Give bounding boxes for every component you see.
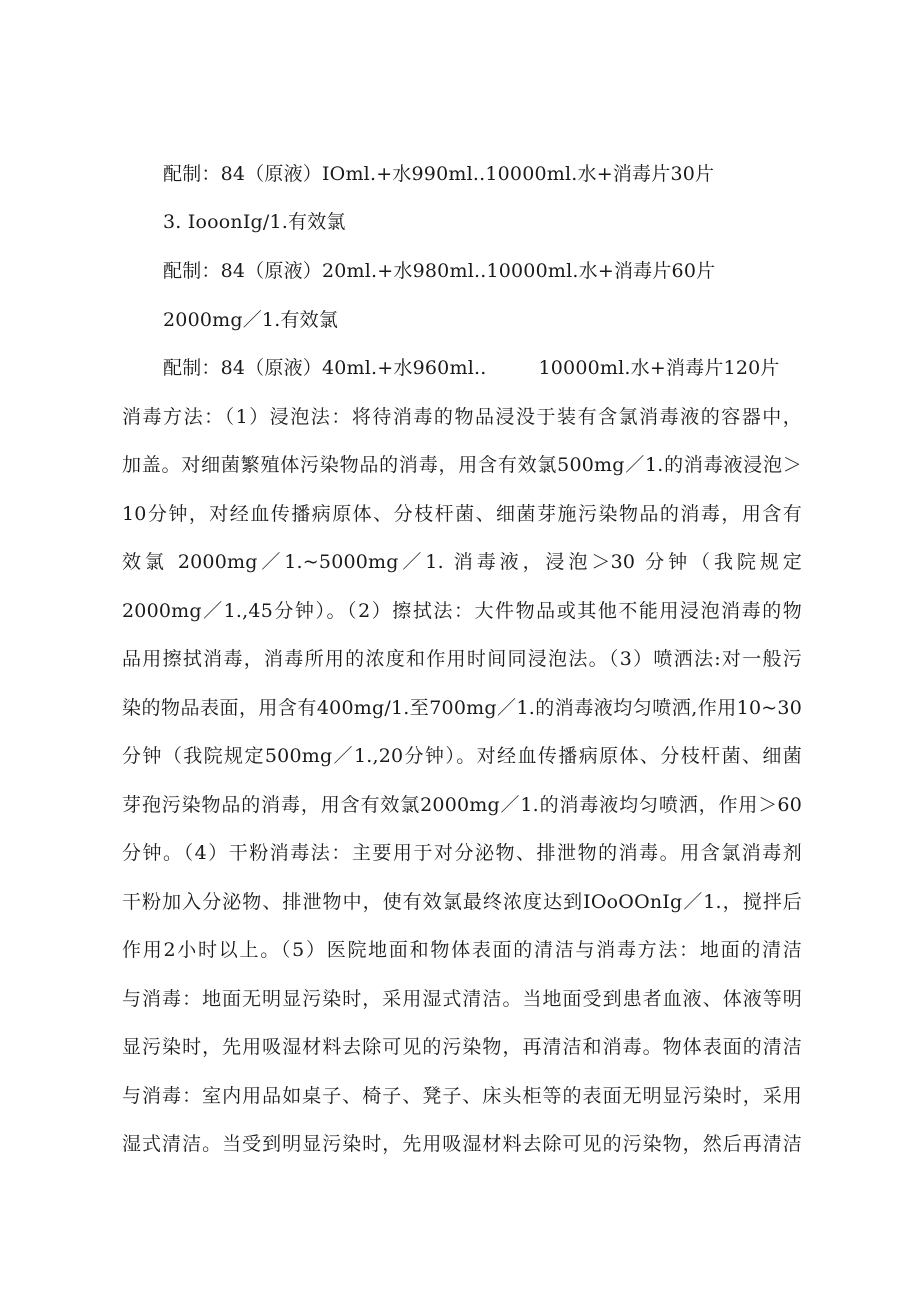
body-line-4: 效氯 2000mg／1.~5000mg／1. 消毒液，浸泡＞30 分钟（我院规定: [122, 551, 802, 573]
body-line-13: 与消毒：地面无明显污染时，采用湿式清洁。当地面受到患者血液、体液等明: [122, 988, 802, 1010]
body-line-1: 消毒方法：（1）浸泡法：将待消毒的物品浸没于装有含氯消毒液的容器中，: [122, 406, 802, 428]
prep-line-2: 配制：84（原液）20ml.+水980ml..10000ml.水+消毒片60片: [163, 260, 716, 282]
body-line-10: 分钟。（4）干粉消毒法：主要用于对分泌物、排泄物的消毒。用含氯消毒剂: [122, 842, 802, 864]
prep-line-3: [163, 356, 843, 380]
body-line-5: 2000mg／1.,45分钟）。（2）擦拭法：大件物品或其他不能用浸泡消毒的物: [122, 600, 802, 622]
concentration-heading-2000: 2000mg／1.有效氯: [163, 309, 339, 331]
body-line-11: 干粉加入分泌物、排泄物中，使有效氯最终浓度达到IOoOOnIg／1.，搅拌后: [122, 891, 802, 913]
body-line-9: 芽孢污染物品的消毒，用含有效氯2000mg／1.的消毒液均匀喷洒，作用＞60: [122, 794, 802, 816]
body-line-2: 加盖。对细菌繁殖体污染物品的消毒，用含有效氯500mg／1.的消毒液浸泡＞: [122, 454, 802, 476]
body-line-16: 湿式清洁。当受到明显污染时，先用吸湿材料去除可见的污染物，然后再清洁: [122, 1133, 802, 1155]
body-line-14: 显污染时，先用吸湿材料去除可见的污染物，再清洁和消毒。物体表面的清洁: [122, 1036, 802, 1058]
body-line-8: 分钟（我院规定500mg／1.,20分钟）。对经血传播病原体、分枝杆菌、细菌: [122, 745, 802, 767]
body-line-12: 作用2小时以上。（5）医院地面和物体表面的清洁与消毒方法：地面的清洁: [122, 939, 802, 961]
concentration-heading-1000: 3. IooonIg/1.有效氯: [163, 211, 346, 233]
body-line-6: 品用擦拭消毒，消毒所用的浓度和作用时间同浸泡法。（3）喷洒法:对一般污: [122, 648, 802, 670]
body-line-3: 10分钟，对经血传播病原体、分枝杆菌、细菌芽施污染物品的消毒，用含有: [122, 503, 802, 525]
prep-line-3-part-b: 10000ml.水+消毒片120片: [538, 357, 780, 379]
body-line-7: 染的物品表面，用含有400mg/1.至700mg／1.的消毒液均匀喷洒,作用10~30: [122, 697, 802, 719]
prep-line-1: 配制：84（原液）IOml.+水990ml..10000ml.水+消毒片30片: [163, 163, 715, 185]
body-line-15: 与消毒：室内用品如桌子、椅子、凳子、床头柜等的表面无明显污染时，采用: [122, 1085, 802, 1107]
prep-line-3-part-a: 配制：84（原液）40ml.+水960ml..: [163, 357, 487, 379]
